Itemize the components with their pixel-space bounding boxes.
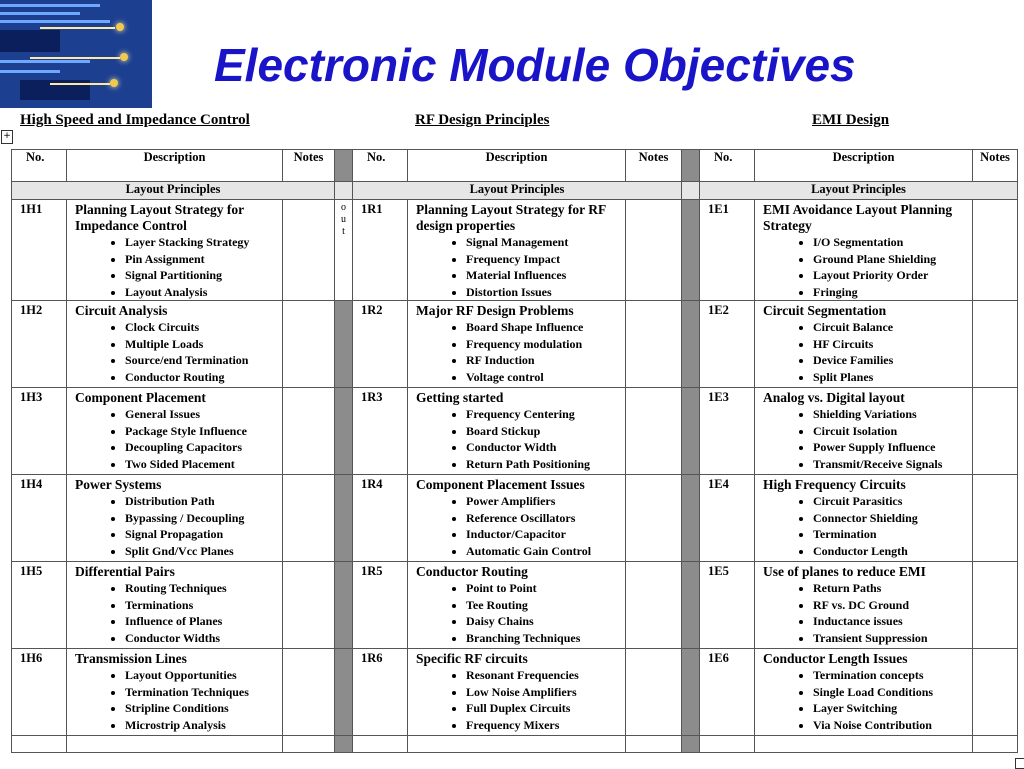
- empty-cell[interactable]: [353, 736, 408, 753]
- objective-number: 1R2: [353, 301, 408, 388]
- list-item: • Board Shape Influence: [466, 319, 625, 336]
- objective-description: [755, 301, 973, 388]
- column-separator: [682, 649, 700, 736]
- column-separator: [335, 388, 353, 475]
- empty-cell[interactable]: [283, 736, 335, 753]
- list-item: • Termination Techniques: [125, 684, 282, 701]
- list-item: • Routing Techniques: [125, 580, 282, 597]
- objective-title: Circuit Analysis: [75, 303, 168, 318]
- empty-cell[interactable]: [755, 736, 973, 753]
- out-marker-letter: t: [342, 226, 345, 237]
- table-row: [12, 562, 1018, 649]
- column-separator: [682, 150, 700, 182]
- notes-cell[interactable]: [626, 649, 682, 736]
- column-separator: [682, 301, 700, 388]
- list-item: • HF Circuits: [813, 336, 972, 353]
- column-separator: [682, 736, 700, 753]
- list-item: • Conductor Width: [466, 439, 625, 456]
- objective-title: Conductor Length Issues: [763, 651, 908, 666]
- objective-topic-list: [408, 493, 625, 559]
- list-item: • Distortion Issues: [466, 284, 625, 301]
- notes-cell[interactable]: [973, 562, 1018, 649]
- objective-topic-list: [408, 406, 625, 472]
- list-item: • Shielding Variations: [813, 406, 972, 423]
- objective-number: 1R4: [353, 475, 408, 562]
- objective-description: [755, 562, 973, 649]
- layout-principles-row: [12, 182, 1018, 200]
- list-item: • Frequency Impact: [466, 251, 625, 268]
- objective-description: [67, 301, 283, 388]
- empty-cell[interactable]: [67, 736, 283, 753]
- objective-number: 1R5: [353, 562, 408, 649]
- section-heading-emi-design: EMI Design: [812, 112, 890, 128]
- list-item: • Package Style Influence: [125, 423, 282, 440]
- list-item: • Influence of Planes: [125, 613, 282, 630]
- list-item: • Via Noise Contribution: [813, 717, 972, 734]
- list-item: • Transmit/Receive Signals: [813, 456, 972, 473]
- objective-topic-list: [755, 406, 972, 472]
- objective-description: [67, 649, 283, 736]
- notes-cell[interactable]: [283, 649, 335, 736]
- section-heading-high-speed: High Speed and Impedance Control: [20, 112, 250, 128]
- objective-number: 1H2: [12, 301, 67, 388]
- list-item: • Bypassing / Decoupling: [125, 510, 282, 527]
- list-item: • Single Load Conditions: [813, 684, 972, 701]
- list-item: • Termination: [813, 526, 972, 543]
- notes-cell[interactable]: [973, 649, 1018, 736]
- objective-description: [408, 388, 626, 475]
- column-header-no: No.: [12, 150, 67, 182]
- column-separator: [335, 301, 353, 388]
- list-item: • Frequency Centering: [466, 406, 625, 423]
- column-separator: [682, 200, 700, 301]
- layout-principles-label: Layout Principles: [353, 182, 682, 200]
- table-move-handle-icon[interactable]: +: [1, 130, 13, 144]
- list-item: • Signal Management: [466, 234, 625, 251]
- objective-description: [408, 562, 626, 649]
- objective-title: Power Systems: [75, 477, 162, 492]
- list-item: • Split Gnd/Vcc Planes: [125, 543, 282, 560]
- empty-cell[interactable]: [973, 736, 1018, 753]
- list-item: • Power Supply Influence: [813, 439, 972, 456]
- objective-description: [67, 388, 283, 475]
- out-marker-letter: u: [341, 214, 346, 225]
- column-header-no: No.: [353, 150, 408, 182]
- column-separator: [335, 182, 353, 200]
- objective-description: [755, 649, 973, 736]
- column-separator: [335, 562, 353, 649]
- objective-title: Differential Pairs: [75, 564, 175, 579]
- objective-title: Getting started: [416, 390, 504, 405]
- list-item: • Decoupling Capacitors: [125, 439, 282, 456]
- list-item: • Power Amplifiers: [466, 493, 625, 510]
- objective-description: [755, 200, 973, 301]
- list-item: • Frequency modulation: [466, 336, 625, 353]
- table-row: [12, 475, 1018, 562]
- objective-description: [408, 200, 626, 301]
- list-item: • Pin Assignment: [125, 251, 282, 268]
- objectives-table: [11, 149, 1018, 753]
- objective-number: 1E3: [700, 388, 755, 475]
- list-item: • Conductor Widths: [125, 630, 282, 647]
- list-item: • Reference Oscillators: [466, 510, 625, 527]
- objective-topic-list: [67, 667, 282, 733]
- list-item: • Layout Analysis: [125, 284, 282, 301]
- list-item: • General Issues: [125, 406, 282, 423]
- objective-title: Circuit Segmentation: [763, 303, 887, 318]
- notes-cell[interactable]: [283, 388, 335, 475]
- table-row: [12, 301, 1018, 388]
- table-row: [12, 388, 1018, 475]
- objective-title: Planning Layout Strategy for RF design properties: [416, 202, 606, 233]
- objective-title: Component Placement Issues: [416, 477, 585, 492]
- list-item: • Daisy Chains: [466, 613, 625, 630]
- list-item: • Fringing: [813, 284, 972, 301]
- notes-cell[interactable]: [283, 562, 335, 649]
- column-separator: [335, 736, 353, 753]
- list-item: • RF vs. DC Ground: [813, 597, 972, 614]
- objective-title: High Frequency Circuits: [763, 477, 906, 492]
- column-separator: [335, 200, 353, 301]
- notes-cell[interactable]: [626, 388, 682, 475]
- list-item: • Conductor Routing: [125, 369, 282, 386]
- header-row: [12, 150, 1018, 182]
- objective-number: 1H5: [12, 562, 67, 649]
- list-item: • Point to Point: [466, 580, 625, 597]
- list-item: • Transient Suppression: [813, 630, 972, 647]
- list-item: • Branching Techniques: [466, 630, 625, 647]
- objective-topic-list: [408, 234, 625, 300]
- table-row: [12, 649, 1018, 736]
- column-separator: [335, 475, 353, 562]
- notes-cell[interactable]: [973, 301, 1018, 388]
- list-item: • Layout Priority Order: [813, 267, 972, 284]
- objective-description: [67, 475, 283, 562]
- list-item: • Voltage control: [466, 369, 625, 386]
- section-heading-rf-design: RF Design Principles: [415, 112, 550, 128]
- table-row: [12, 200, 1018, 301]
- notes-cell[interactable]: [626, 475, 682, 562]
- list-item: • Connector Shielding: [813, 510, 972, 527]
- list-item: • Clock Circuits: [125, 319, 282, 336]
- list-item: • Inductor/Capacitor: [466, 526, 625, 543]
- objective-title: Analog vs. Digital layout: [763, 390, 905, 405]
- notes-cell[interactable]: [973, 475, 1018, 562]
- objective-description: [408, 301, 626, 388]
- objective-topic-list: [408, 319, 625, 385]
- column-separator: [682, 475, 700, 562]
- notes-cell[interactable]: [973, 200, 1018, 301]
- list-item: • Distribution Path: [125, 493, 282, 510]
- objective-number: 1H3: [12, 388, 67, 475]
- column-separator: [335, 150, 353, 182]
- list-item: • Return Path Positioning: [466, 456, 625, 473]
- list-item: • Signal Propagation: [125, 526, 282, 543]
- objective-topic-list: [755, 234, 972, 300]
- objective-topic-list: [755, 580, 972, 646]
- list-item: • Inductance issues: [813, 613, 972, 630]
- out-marker-letter: o: [341, 202, 346, 213]
- objective-topic-list: [755, 667, 972, 733]
- objective-number: 1E2: [700, 301, 755, 388]
- list-item: • Circuit Balance: [813, 319, 972, 336]
- notes-cell[interactable]: [626, 562, 682, 649]
- list-item: • Resonant Frequencies: [466, 667, 625, 684]
- objective-topic-list: [67, 319, 282, 385]
- objective-number: 1E6: [700, 649, 755, 736]
- column-separator: [682, 182, 700, 200]
- objective-title: Major RF Design Problems: [416, 303, 574, 318]
- list-item: • Frequency Mixers: [466, 717, 625, 734]
- objective-description: [67, 200, 283, 301]
- objective-topic-list: [67, 406, 282, 472]
- list-item: • Termination concepts: [813, 667, 972, 684]
- objective-number: 1R1: [353, 200, 408, 301]
- objective-number: 1H4: [12, 475, 67, 562]
- objective-title: Component Placement: [75, 390, 206, 405]
- objective-number: 1R3: [353, 388, 408, 475]
- list-item: • Stripline Conditions: [125, 700, 282, 717]
- objective-title: Use of planes to reduce EMI: [763, 564, 926, 579]
- objective-topic-list: [67, 234, 282, 300]
- column-separator: [335, 649, 353, 736]
- list-item: • Full Duplex Circuits: [466, 700, 625, 717]
- objective-topic-list: [408, 667, 625, 733]
- column-header-description: Description: [408, 150, 626, 182]
- objective-number: 1H6: [12, 649, 67, 736]
- objective-topic-list: [755, 319, 972, 385]
- objective-description: [755, 388, 973, 475]
- notes-cell[interactable]: [283, 200, 335, 301]
- empty-cell[interactable]: [626, 736, 682, 753]
- objective-number: 1E5: [700, 562, 755, 649]
- objective-title: EMI Avoidance Layout Planning Strategy: [763, 202, 953, 233]
- objective-title: Transmission Lines: [75, 651, 187, 666]
- column-separator: [682, 388, 700, 475]
- list-item: • Microstrip Analysis: [125, 717, 282, 734]
- objective-number: 1E4: [700, 475, 755, 562]
- corner-logo-graphic: [0, 0, 152, 108]
- objective-topic-list: [67, 580, 282, 646]
- resize-handle-icon[interactable]: [1015, 758, 1024, 769]
- list-item: • Signal Partitioning: [125, 267, 282, 284]
- list-item: • Low Noise Amplifiers: [466, 684, 625, 701]
- objective-title: Conductor Routing: [416, 564, 528, 579]
- layout-principles-label: Layout Principles: [12, 182, 335, 200]
- notes-cell[interactable]: [973, 388, 1018, 475]
- list-item: • Tee Routing: [466, 597, 625, 614]
- column-separator: [682, 562, 700, 649]
- list-item: • Two Sided Placement: [125, 456, 282, 473]
- objective-number: 1R6: [353, 649, 408, 736]
- objective-title: Planning Layout Strategy for Impedance Control: [75, 202, 244, 233]
- objective-topic-list: [408, 580, 625, 646]
- list-item: • Terminations: [125, 597, 282, 614]
- column-header-notes: Notes: [626, 150, 682, 182]
- objective-description: [408, 649, 626, 736]
- list-item: • Split Planes: [813, 369, 972, 386]
- notes-cell[interactable]: [283, 475, 335, 562]
- list-item: • Source/end Termination: [125, 352, 282, 369]
- list-item: • Automatic Gain Control: [466, 543, 625, 560]
- empty-cell[interactable]: [408, 736, 626, 753]
- column-header-notes: Notes: [283, 150, 335, 182]
- objective-description: [755, 475, 973, 562]
- empty-cell[interactable]: [700, 736, 755, 753]
- list-item: • Return Paths: [813, 580, 972, 597]
- out-marker: [335, 200, 352, 238]
- list-item: • Circuit Isolation: [813, 423, 972, 440]
- empty-cell[interactable]: [12, 736, 67, 753]
- objective-number: 1E1: [700, 200, 755, 301]
- objective-topic-list: [755, 493, 972, 559]
- page-title: Electronic Module Objectives: [214, 39, 856, 91]
- list-item: • Circuit Parasitics: [813, 493, 972, 510]
- column-header-no: No.: [700, 150, 755, 182]
- objective-description: [67, 562, 283, 649]
- notes-cell[interactable]: [626, 200, 682, 301]
- column-header-description: Description: [755, 150, 973, 182]
- objective-description: [408, 475, 626, 562]
- list-item: • I/O Segmentation: [813, 234, 972, 251]
- notes-cell[interactable]: [626, 301, 682, 388]
- notes-cell[interactable]: [283, 301, 335, 388]
- layout-principles-label: Layout Principles: [700, 182, 1018, 200]
- objective-title: Specific RF circuits: [416, 651, 528, 666]
- list-item: • Layer Switching: [813, 700, 972, 717]
- objective-topic-list: [67, 493, 282, 559]
- list-item: • Layer Stacking Strategy: [125, 234, 282, 251]
- list-item: • Conductor Length: [813, 543, 972, 560]
- list-item: • Layout Opportunities: [125, 667, 282, 684]
- column-header-notes: Notes: [973, 150, 1018, 182]
- list-item: • Board Stickup: [466, 423, 625, 440]
- empty-row: [12, 736, 1018, 753]
- list-item: • Device Families: [813, 352, 972, 369]
- list-item: • Multiple Loads: [125, 336, 282, 353]
- objective-number: 1H1: [12, 200, 67, 301]
- list-item: • Material Influences: [466, 267, 625, 284]
- list-item: • Ground Plane Shielding: [813, 251, 972, 268]
- column-header-description: Description: [67, 150, 283, 182]
- list-item: • RF Induction: [466, 352, 625, 369]
